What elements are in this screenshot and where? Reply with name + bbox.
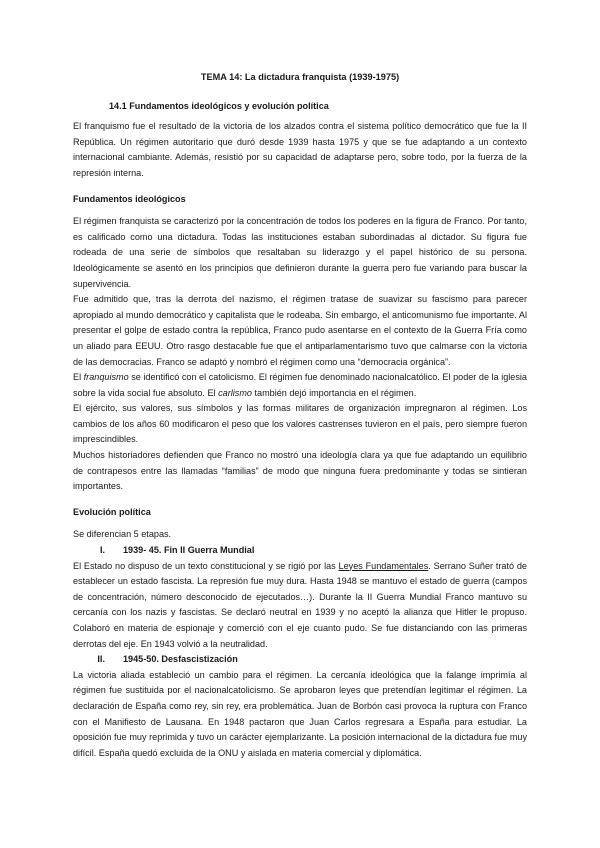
- fundamentos-paragraph-4: El ejército, sus valores, sus símbolos y las formas militares de organización impregnaron al régimen. Los cambios de los años 60 modificaron el peso que los valores castrenses tuvieron en el país, pero siempre fueron imprescindibles.: [73, 403, 527, 445]
- stage-title: 1939- 45. Fin II Guerra Mundial: [123, 545, 255, 556]
- fundamentos-paragraph-1: El régimen franquista se caracterizó por la concentración de todos los poderes en la figura de Franco. Por tanto, es calificado como una dictadura. Todas las instituciones estaban subordinadas al dictador. Su figura fue rodeada de una serie de símbolos que resaltaban su liderazgo y el papel histórico de su persona. Ideológicamente se asentó en los principios que definieron durante la guerra pero fue variando para buscar la supervivencia.: [73, 216, 527, 289]
- fundamentos-paragraph-5: Muchos historiadores defienden que Franco no mostró una ideología clara ya que fue adaptando un equilibrio de contrapesos entre las llamadas “familias” de modo que ninguna fuera predominante y todas se sintieran importantes.: [73, 450, 527, 492]
- text-run: se identificó con el catolicismo. El régimen fue denominado nacionalcatólico. El poder de la iglesia sobre la vida social fue absoluto. El: [73, 372, 527, 398]
- text-run: también dejó importancia en el régimen.: [251, 387, 417, 398]
- text-run: El: [73, 372, 84, 383]
- italic-term: carlismo: [218, 387, 252, 398]
- stage-2-paragraph: La victoria aliada estableció un cambio para el régimen. La cercanía ideológica que la falange imprimía al régimen fue sustituida por el nacionalcatolicismo. Se aprobaron leyes que pretendían legitimar el régimen. La declaración de España como rey, sin rey, era problemática. Juan de Borbón casi provoca la ruptura con Franco con el Manifiesto de Lausana. En 1948 pactaron que Juan Carlos regresara a España para estudiar. La oposición fue muy reprimida y tuvo un carácter ejemplarizante. La posición internacional de la dictadura fue muy difícil. España quedó excluida de la ONU y aislada en materia comercial y diplomática.: [73, 669, 527, 758]
- stage-1-paragraph: [73, 559, 527, 653]
- stage-1-heading: [73, 543, 527, 559]
- stages-intro: Se diferencian 5 etapas.: [73, 529, 172, 540]
- fundamentos-heading: Fundamentos ideológicos: [73, 193, 186, 204]
- intro-paragraph: El franquismo fue el resultado de la victoria de los alzados contra el sistema político democrático que fue la II República. Un régimen autoritario que duró desde 1939 hasta 1975 y que se fue adaptando a un contexto internacional cambiante. Además, resistió por su capacidad de adaptarse pero, sobre todo, por la fuerza de la represión interna.: [73, 121, 527, 178]
- stage-number: I.: [99, 545, 105, 556]
- fundamentos-paragraph-3: [73, 370, 527, 401]
- underlined-term: Leyes Fundamentales: [338, 560, 429, 571]
- stage-2-heading: [73, 652, 527, 668]
- fundamentos-paragraph-2: Fue admitido que, tras la derrota del nazismo, el régimen tratase de suavizar su fascismo para parecer apropiado al mundo democrático y capitalista que le rodeaba. Sin embargo, el anticomunismo fue importante. Al presentar el golpe de estado contra la república, Franco pudo asentarse en el contexto de la Guerra Fría como un aliado para EEUU. Otro rasgo destacable fue que el antiparlamentarismo tuvo que calmarse con la victoria de las democracias. Franco se adaptó y nombró el régimen como una “democracia orgánica”.: [73, 294, 527, 367]
- section-heading: 14.1 Fundamentos ideológicos y evolución política: [109, 100, 329, 111]
- evolucion-heading: Evolución política: [73, 506, 151, 517]
- stage-title: 1945-50. Desfascistización: [123, 654, 238, 665]
- document-body: [73, 70, 527, 761]
- page-title: TEMA 14: La dictadura franquista (1939-1975): [200, 72, 400, 82]
- text-run: . Serrano Suñer trató de establecer un estado fascista. La represión fue muy dura. Hasta 1948 se mantuvo el estado de guerra (campos de concentración, número desconocido de ejecutados…). Durante la II Guerra Mundial Franco mantuvo su cercanía con los nazis y fascistas. Se declaró neutral en 1939 y no aceptó la alianza que Hitler le propuso. Colaboró en materia de espionaje y comerció con el eje cuanto pudo. Se fue distanciando con las primeras derrotas del eje. En 1943 volvió a la neutralidad.: [73, 560, 527, 649]
- stage-number: II.: [97, 654, 105, 665]
- text-run: El Estado no dispuso de un texto constitucional y se rigió por las: [73, 560, 339, 571]
- italic-term: franquismo: [83, 372, 129, 383]
